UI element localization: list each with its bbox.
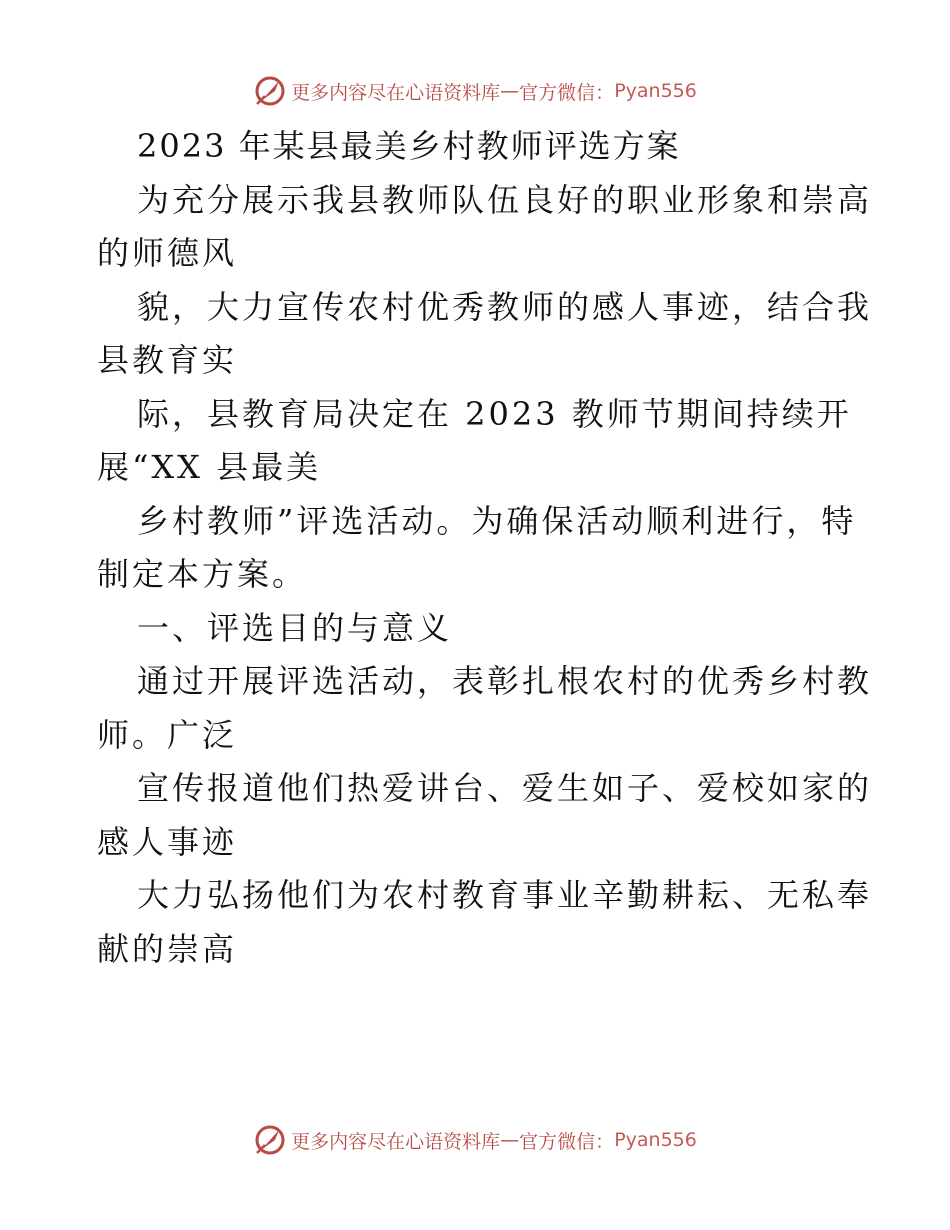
paragraph-line: 感人事迹 xyxy=(97,822,238,861)
paragraph-line: 大力弘扬他们为农村教育事业辛勤耕耘、无私奉 xyxy=(137,876,873,914)
watermark-wechat-label: 官方微信： xyxy=(519,81,615,104)
paragraph-line: 乡村教师”评选活动。为确保活动顺利进行，特 xyxy=(137,501,857,540)
section-heading: 一、评选目的与意义 xyxy=(137,608,453,647)
paragraph-line: 展“XX 县最美 xyxy=(97,448,322,486)
paragraph-line: 为充分展示我县教师队伍良好的职业形象和崇高 xyxy=(137,180,873,219)
watermark-wechat-id: Pyan556 xyxy=(614,80,697,102)
quill-pen-logo-icon xyxy=(253,1123,287,1157)
paragraph-line: 的师德风 xyxy=(97,234,238,272)
watermark-text: 更多内容尽在心语资料库 xyxy=(291,1130,501,1153)
paragraph-line: 通过开展评选活动，表彰扎根农村的优秀乡村教 xyxy=(137,662,873,700)
watermark-dash: — xyxy=(500,80,520,102)
paragraph-line: 际，县教育局决定在 2023 教师节期间持续开 xyxy=(137,394,852,433)
watermark-wechat-id: Pyan556 xyxy=(614,1129,697,1151)
paragraph-line: 制定本方案。 xyxy=(97,555,308,593)
paragraph-line: 宣传报道他们热爱讲台、爱生如子、爱校如家的 xyxy=(137,769,873,807)
document-body xyxy=(97,120,873,976)
header-watermark xyxy=(0,71,950,111)
paragraph-line: 县教育实 xyxy=(97,341,238,379)
watermark-text: 更多内容尽在心语资料库 xyxy=(291,81,501,104)
document-title: 2023 年某县最美乡村教师评选方案 xyxy=(137,127,681,165)
quill-pen-logo-icon xyxy=(253,74,287,108)
footer-watermark xyxy=(0,1120,950,1160)
watermark-wechat-label: 官方微信： xyxy=(519,1130,615,1153)
paragraph-line: 貌，大力宣传农村优秀教师的感人事迹，结合我 xyxy=(137,287,873,326)
paragraph-line: 献的崇高 xyxy=(97,929,238,968)
paragraph-line: 师。广泛 xyxy=(97,715,238,754)
watermark-dash: — xyxy=(500,1129,520,1151)
